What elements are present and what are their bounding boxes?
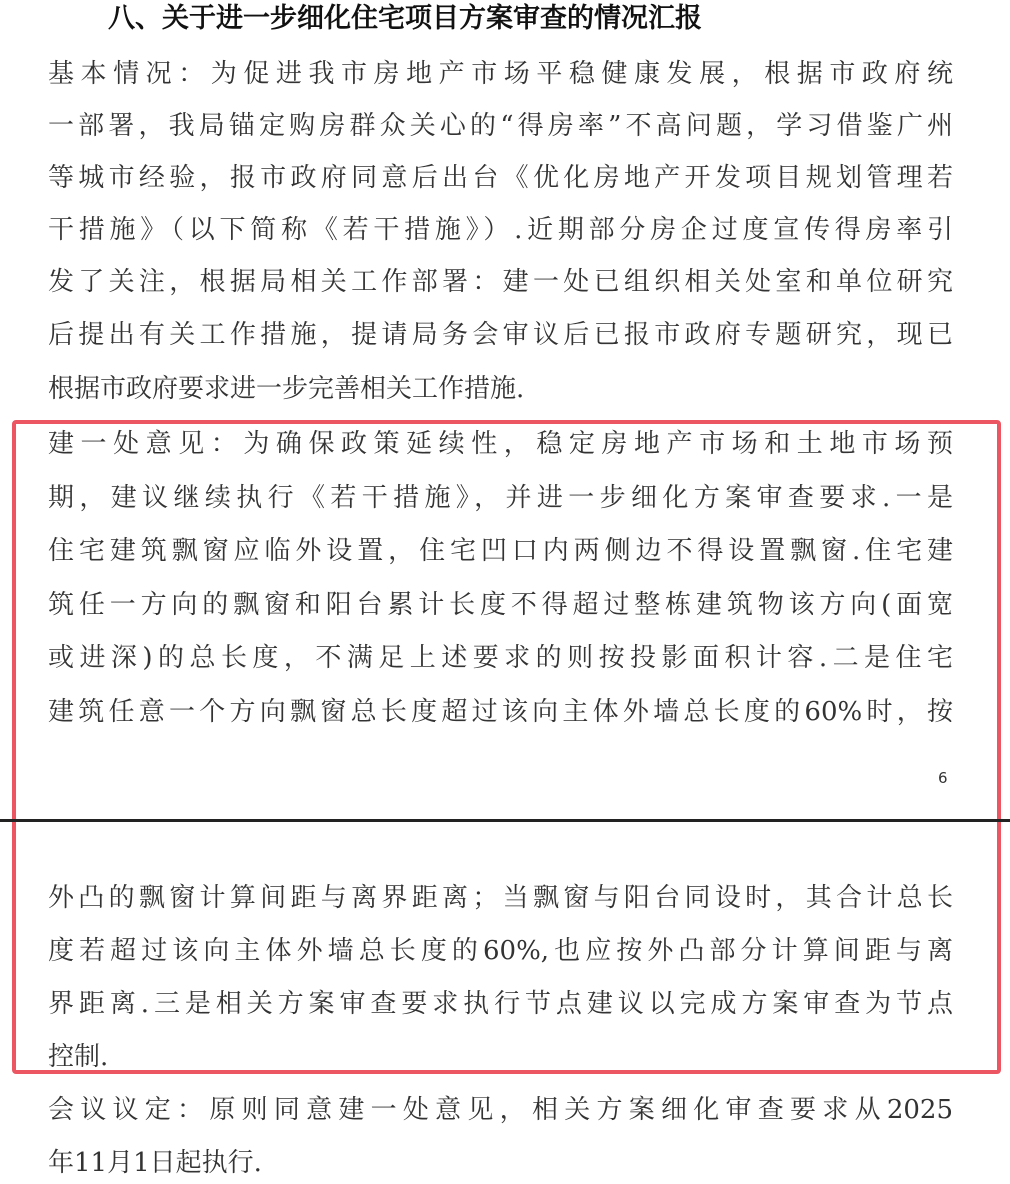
page-number: 6 xyxy=(938,769,948,787)
text-line: 发了关注，根据局相关工作部署：建一处已组织相关处室和单位研究 xyxy=(48,267,953,297)
text-line: 控制. xyxy=(48,1042,109,1072)
text-line: 住宅建筑飘窗应临外设置，住宅凹口内两侧边不得设置飘窗.住宅建 xyxy=(48,536,953,566)
text-line: 会议议定：原则同意建一处意见，相关方案细化审查要求从2025 xyxy=(48,1095,953,1125)
text-line: 后提出有关工作措施，提请局务会审议后已报市政府专题研究，现已 xyxy=(48,320,953,350)
text-line: 建一处意见：为确保政策延续性，稳定房地产市场和土地市场预 xyxy=(48,429,953,459)
highlight-box xyxy=(12,420,1001,1074)
text-line: 或进深)的总长度，不满足上述要求的则按投影面积计容.二是住宅 xyxy=(48,643,953,673)
text-line: 期，建议继续执行《若干措施》，并进一步细化方案审查要求.一是 xyxy=(48,483,953,513)
text-line: 基本情况：为促进我市房地产市场平稳健康发展，根据市政府统 xyxy=(48,59,953,89)
text-line: 等城市经验，报市政府同意后出台《优化房地产开发项目规划管理若 xyxy=(48,163,953,193)
text-line: 干措施》（以下简称《若干措施》）.近期部分房企过度宣传得房率引 xyxy=(48,215,953,245)
text-line: 年11月1日起执行. xyxy=(48,1148,262,1178)
text-line: 度若超过该向主体外墙总长度的60%,也应按外凸部分计算间距与离 xyxy=(48,936,953,966)
text-line: 根据市政府要求进一步完善相关工作措施. xyxy=(48,374,525,404)
text-line: 界距离.三是相关方案审查要求执行节点建议以完成方案审查为节点 xyxy=(48,989,953,1019)
text-line: 筑任一方向的飘窗和阳台累计长度不得超过整栋建筑物该方向(面宽 xyxy=(48,590,953,620)
text-line: 外凸的飘窗计算间距与离界距离；当飘窗与阳台同设时，其合计总长 xyxy=(48,883,953,913)
text-line: 建筑任意一个方向飘窗总长度超过该向主体外墙总长度的60%时，按 xyxy=(48,697,953,727)
section-heading: 八、关于进一步细化住宅项目方案审查的情况汇报 xyxy=(108,3,702,34)
page-break-divider xyxy=(0,819,1010,822)
text-line: 一部署，我局锚定购房群众关心的“得房率”不高问题，学习借鉴广州 xyxy=(48,111,953,141)
